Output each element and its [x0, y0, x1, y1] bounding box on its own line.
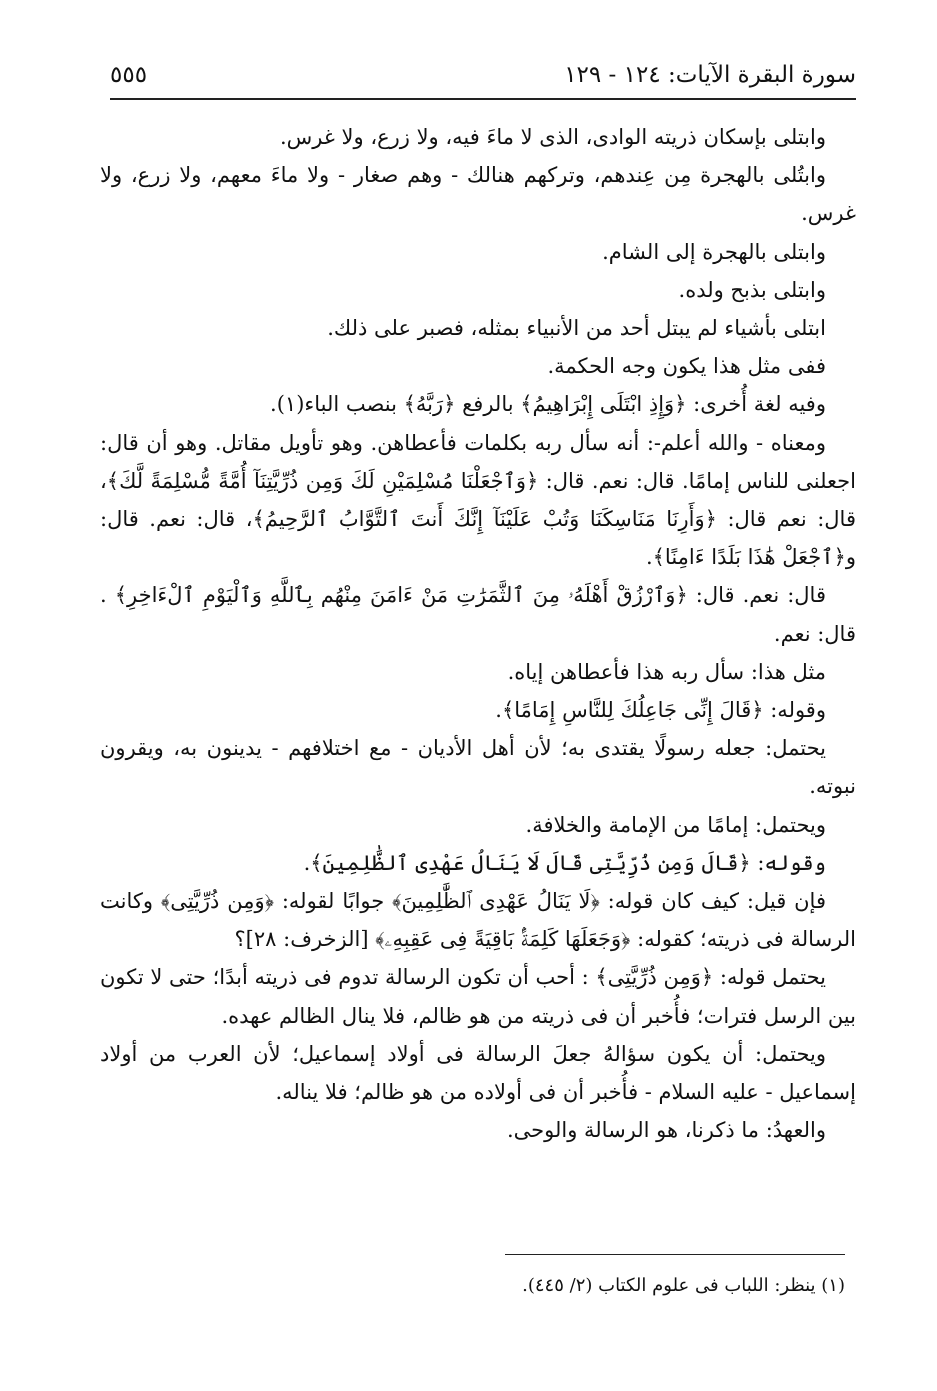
paragraph: والعهدُ: ما ذكرنا، هو الرسالة والوحى. [506, 1118, 826, 1143]
running-header [110, 58, 856, 100]
paragraph: وقوله: ﴿قَالَ إِنِّى جَاعِلُكَ لِلنَّاسِ إِمَامًا﴾. [495, 698, 826, 723]
paragraph: فإن قيل: كيف كان قوله: ﴿لَا يَنَالُ عَهْدِى ٱلظَّٰلِمِينَ﴾ جوابًا لقوله: ﴿وَمِن ذُرِّيَّتِى﴾ وكانت الرسالة فى ذريته؛ كقوله: ﴿وَجَعَلَهَا كَلِمَةًۢ بَاقِيَةً فِى عَقِبِهِۦ﴾ [الزخرف: ٢٨]؟ [100, 889, 856, 952]
paragraph: وفيه لغة أُخرى: ﴿وَإِذِ ابْتَلَى إِبْرَاهِيمُ﴾ بالرفع ﴿رَبَّهُ﴾ بنصب الباء(١). [270, 392, 826, 417]
paragraph: ويحتمل: إمامًا من الإمامة والخلافة. [525, 812, 826, 837]
page-number: ٥٥٥ [110, 62, 148, 88]
paragraph: وابتُلى بالهجرة مِن عِندهم، وتركهم هنالك - وهم صغار - ولا ماءَ معهم، ولا زرع، ولا غرس. [100, 163, 856, 226]
paragraph: يحتمل: جعله رسولًا يقتدى به؛ لأن أهل الأديان - مع اختلافهم - يدينون به، ويقرون نبوته. [100, 736, 856, 799]
paragraph: ويحتمل: أن يكون سؤالهُ جعلَ الرسالة فى أولاد إسماعيل؛ لأن العرب من أولاد إسماعيل - عليه السلام - فأُخبر أن فى أولاده من هو ظالم؛ فلا يناله. [100, 1041, 856, 1105]
header-rule [110, 98, 856, 100]
paragraph: ومعناه - والله أعلم-: أنه سأل ربه بكلمات فأعطاهن. وهو تأويل مقاتل. وهو أن قال: اجعلنى للناس إمامًا. قال: نعم. قال: ﴿وَٱجْعَلْنَا مُسْلِمَيْنِ لَكَ وَمِن ذُرِّيَّتِنَآ أُمَّةً مُّسْلِمَةً لَّكَ﴾، قال: نعم قال: ﴿وَأَرِنَا مَنَاسِكَنَا وَتُبْ عَلَيْنَآ إِنَّكَ أَنتَ ٱلتَّوَّابُ ٱلرَّحِيمُ﴾، قال: نعم. قال: و﴿ٱجْعَلْ هَٰذَا بَلَدًا ءَامِنًا﴾. [100, 430, 856, 570]
paragraph: مثل هذا: سأل ربه هذا فأعطاهن إياه. [507, 659, 826, 684]
paragraph: قال: نعم. قال: ﴿وَٱرْزُقْ أَهْلَهُۥ مِنَ ٱلثَّمَرَٰتِ مَنْ ءَامَنَ مِنْهُم بِٱللَّهِ وَٱلْيَوْمِ ٱلْءَاخِرِ﴾ . قال: نعم. [100, 583, 856, 646]
paragraph: وابتلى بإسكان ذريته الوادى، الذى لا ماءَ فيه، ولا زرع، ولا غرس. [279, 125, 826, 149]
footnote-separator [505, 1254, 845, 1255]
footnote: (١) ينظر: اللباب فى علوم الكتاب (٢/ ٤٤٥). [522, 1275, 845, 1296]
paragraph: وقوله: ﴿قَالَ وَمِن ذُرِّيَّتِى قَالَ لَا يَنَالُ عَهْدِى ٱلظَّٰلِمِينَ﴾. [303, 850, 826, 875]
paragraph: وابتلى بالهجرة إلى الشام. [602, 239, 826, 264]
paragraph: ابتلى بأشياء لم يبتل أحد من الأنبياء بمثله، فصبر على ذلك. [327, 316, 826, 341]
paragraph: ففى مثل هذا يكون وجه الحكمة. [547, 354, 826, 379]
main-text [100, 118, 856, 1149]
paragraph: وابتلى بذبح ولده. [678, 277, 826, 302]
paragraph: يحتمل قوله: ﴿وَمِن ذُرِّيَّتِى﴾ : أحب أن تكون الرسالة تدوم فى ذريته أبدًا؛ حتى لا تكون بين الرسل فترات؛ فأُخبر أن فى ذريته من هو ظالم، فلا ينال الظالم عهده. [100, 965, 856, 1028]
running-title: سورة البقرة الآيات: ١٢٤ - ١٢٩ [564, 62, 856, 88]
